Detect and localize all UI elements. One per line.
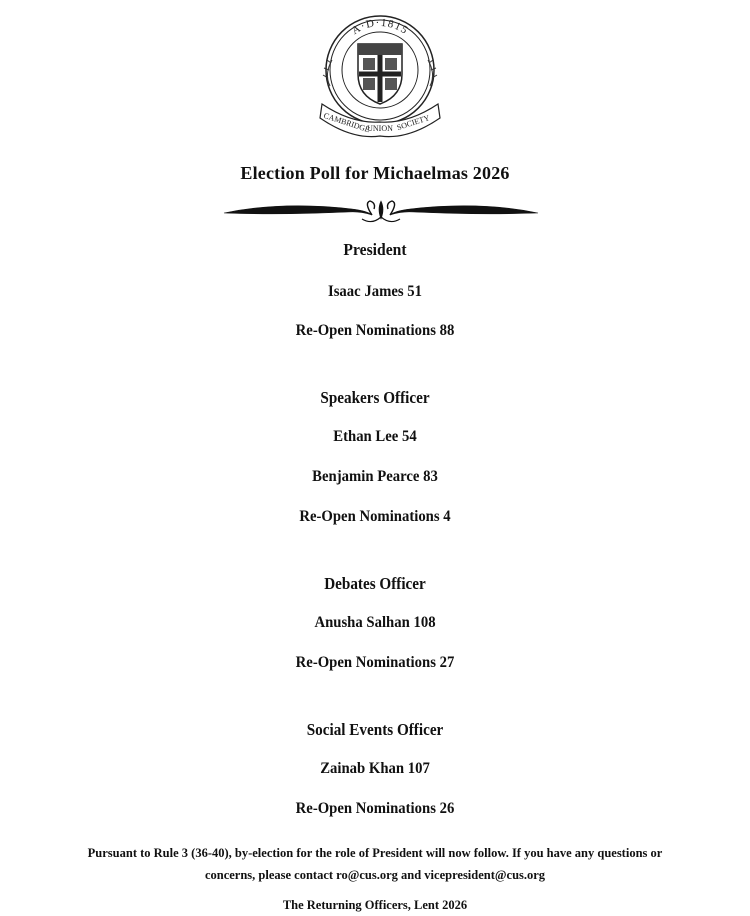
- vote-count: 83: [423, 468, 438, 485]
- office-heading: Social Events Officer: [306, 720, 444, 739]
- office-heading: Debates Officer: [324, 574, 426, 593]
- vote-count: 54: [401, 428, 417, 445]
- office-heading: President: [343, 240, 407, 259]
- candidate-name: Ethan Lee: [333, 428, 399, 445]
- notice-line-1: Pursuant to Rule 3 (36-40), by-election for the role of President will now follow. If you have any questions or: [87, 846, 663, 860]
- candidate-name: Re-Open Nominations: [299, 508, 440, 525]
- notice-line-2: concerns, please contact ro@cus.org and vicepresident@cus.org: [204, 868, 546, 882]
- vote-count: 108: [413, 614, 436, 631]
- cambridge-union-crest: [312, 8, 448, 148]
- candidate-result: [30, 428, 720, 446]
- candidate-result: [30, 508, 720, 526]
- vote-count: 27: [439, 654, 455, 671]
- crest-ribbon-left: CAMBRIDGE: [322, 110, 371, 135]
- ornamental-divider: [222, 197, 540, 227]
- candidate-name: Isaac James: [327, 283, 404, 300]
- crest-ribbon-right: SOCIETY: [395, 113, 431, 133]
- signoff: The Returning Officers, Lent 2026: [282, 898, 468, 912]
- crest-ribbon-center: UNION: [367, 124, 393, 133]
- by-election-notice: [40, 842, 710, 886]
- vote-count: 88: [439, 322, 455, 339]
- office-heading: Speakers Officer: [320, 388, 430, 407]
- candidate-name: Zainab Khan: [320, 760, 405, 777]
- vote-count: 51: [407, 283, 423, 300]
- candidate-result: [30, 654, 720, 672]
- candidate-name: Benjamin Pearce: [312, 468, 420, 485]
- vote-count: 26: [439, 800, 455, 817]
- candidate-name: Anusha Salhan: [314, 614, 410, 631]
- candidate-name: Re-Open Nominations: [295, 800, 436, 817]
- candidate-result: [30, 760, 720, 778]
- vote-count: 4: [443, 508, 451, 525]
- candidate-result: [30, 800, 720, 818]
- crest-year-text: A·D·1815: [349, 16, 411, 38]
- candidate-result: [30, 468, 720, 486]
- candidate-result: [30, 283, 720, 301]
- candidate-result: [30, 322, 720, 340]
- vote-count: 107: [407, 760, 430, 777]
- candidate-result: [30, 614, 720, 632]
- page-title: Election Poll for Michaelmas 2026: [240, 163, 510, 183]
- candidate-name: Re-Open Nominations: [295, 654, 436, 671]
- candidate-name: Re-Open Nominations: [295, 322, 436, 339]
